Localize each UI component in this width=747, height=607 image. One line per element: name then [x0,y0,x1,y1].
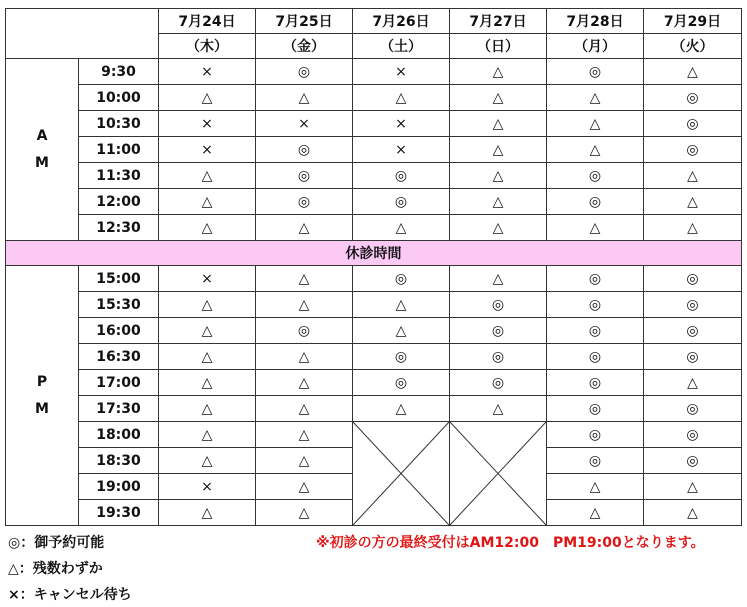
availability-cell: ◎ [644,266,742,292]
availability-cell: △ [450,266,547,292]
availability-cell: × [159,59,256,85]
time-label: 16:00 [79,318,159,344]
availability-cell: ◎ [644,344,742,370]
availability-cell: ◎ [353,266,450,292]
time-slot-row [6,292,742,318]
availability-cell: △ [353,292,450,318]
availability-cell: ◎ [547,59,644,85]
availability-cell: △ [159,448,256,474]
availability-cell: ◎ [353,344,450,370]
closed-cell [450,422,547,526]
time-label: 11:30 [79,163,159,189]
availability-cell: △ [450,396,547,422]
availability-cell: ◎ [450,292,547,318]
time-slot-row [6,137,742,163]
availability-cell: × [159,474,256,500]
availability-cell: △ [644,189,742,215]
availability-cell: ◎ [256,318,353,344]
availability-cell: △ [159,163,256,189]
time-label: 19:00 [79,474,159,500]
availability-cell: △ [159,318,256,344]
time-slot-row [6,266,742,292]
availability-cell: △ [644,163,742,189]
availability-cell: △ [644,500,742,526]
availability-cell: △ [644,370,742,396]
availability-cell: ◎ [353,370,450,396]
availability-cell: ◎ [353,189,450,215]
time-slot-row [6,163,742,189]
availability-cell: △ [547,500,644,526]
time-slot-row [6,370,742,396]
availability-cell: △ [450,85,547,111]
time-label: 15:30 [79,292,159,318]
availability-cell: △ [256,85,353,111]
availability-cell: ◎ [256,137,353,163]
availability-cell: × [353,137,450,163]
time-slot-row [6,59,742,85]
time-label: 18:00 [79,422,159,448]
availability-cell: △ [353,215,450,241]
time-label: 9:30 [79,59,159,85]
availability-cell: ◎ [450,344,547,370]
availability-cell: △ [159,292,256,318]
availability-cell: ◎ [256,59,353,85]
availability-cell: ◎ [644,292,742,318]
time-slot-row [6,422,742,448]
time-slot-row [6,344,742,370]
time-slot-row [6,396,742,422]
availability-cell: △ [353,85,450,111]
am-period-label [6,59,79,241]
date-header: 7月29日 [644,9,742,34]
availability-cell: △ [159,215,256,241]
availability-cell: △ [450,189,547,215]
availability-cell: × [159,266,256,292]
availability-cell: △ [256,474,353,500]
time-label: 10:00 [79,85,159,111]
time-label: 17:00 [79,370,159,396]
legend-available: ◎：御予約可能 [8,535,105,551]
availability-cell: × [353,59,450,85]
availability-cell: △ [256,344,353,370]
time-label: 19:30 [79,500,159,526]
weekday-header: （火） [644,34,742,59]
availability-cell: ◎ [644,318,742,344]
time-label: 11:00 [79,137,159,163]
availability-cell: ◎ [547,448,644,474]
availability-cell: △ [159,344,256,370]
availability-cell: △ [256,422,353,448]
date-header: 7月27日 [450,9,547,34]
availability-cell: ◎ [644,137,742,163]
time-label: 12:30 [79,215,159,241]
availability-cell: △ [644,474,742,500]
first-visit-note: ※初診の方の最終受付はAM12:00 PM19:00となります。 [316,535,705,551]
header-corner [6,9,159,59]
closed-cell [353,422,450,526]
period-label-second: M [35,154,49,171]
availability-cell: △ [159,189,256,215]
appointment-schedule-table [5,8,742,526]
availability-cell: ◎ [547,266,644,292]
date-header: 7月24日 [159,9,256,34]
time-label: 17:30 [79,396,159,422]
availability-cell: △ [450,215,547,241]
availability-cell: △ [256,370,353,396]
weekday-header: （日） [450,34,547,59]
closed-cross-icon [353,422,449,525]
availability-cell: △ [450,163,547,189]
availability-cell: ◎ [547,422,644,448]
availability-cell: △ [159,422,256,448]
availability-cell: ◎ [256,189,353,215]
availability-cell: △ [547,111,644,137]
availability-cell: △ [256,448,353,474]
time-label: 12:00 [79,189,159,215]
availability-cell: ◎ [547,396,644,422]
availability-cell: △ [159,396,256,422]
availability-cell: ◎ [644,111,742,137]
period-label-second: M [35,400,49,417]
availability-cell: ◎ [547,344,644,370]
period-label-first: A [36,127,48,144]
availability-cell: × [256,111,353,137]
availability-cell: ◎ [450,318,547,344]
availability-cell: ◎ [644,396,742,422]
availability-cell: × [353,111,450,137]
availability-cell: ◎ [547,318,644,344]
availability-cell: △ [256,292,353,318]
availability-cell: ◎ [450,370,547,396]
availability-cell: △ [547,215,644,241]
availability-cell: ◎ [547,163,644,189]
availability-cell: △ [159,370,256,396]
availability-cell: ◎ [644,85,742,111]
availability-cell: △ [450,137,547,163]
date-header: 7月28日 [547,9,644,34]
time-label: 15:00 [79,266,159,292]
weekday-header: （土） [353,34,450,59]
date-header: 7月25日 [256,9,353,34]
time-label: 16:30 [79,344,159,370]
break-time-row: 休診時間 [6,241,742,266]
availability-cell: △ [159,500,256,526]
time-label: 18:30 [79,448,159,474]
availability-cell: ◎ [547,292,644,318]
availability-cell: △ [644,215,742,241]
period-label-first: P [36,373,48,390]
availability-cell: △ [547,137,644,163]
legend-few-left: △：残数わずか [8,561,103,577]
availability-cell: × [159,111,256,137]
weekday-header: （月） [547,34,644,59]
weekday-header: （金） [256,34,353,59]
availability-cell: △ [256,266,353,292]
availability-cell: △ [256,215,353,241]
legend-waitlist: ×：キャンセル待ち [8,587,132,603]
availability-cell: × [159,137,256,163]
availability-cell: △ [159,85,256,111]
closed-cross-icon [450,422,546,525]
availability-cell: ◎ [644,422,742,448]
availability-cell: △ [547,474,644,500]
date-header: 7月26日 [353,9,450,34]
pm-period-label [6,266,79,526]
time-slot-row [6,318,742,344]
availability-cell: ◎ [547,370,644,396]
time-slot-row [6,85,742,111]
time-slot-row [6,111,742,137]
availability-cell: ◎ [547,189,644,215]
availability-cell: △ [256,500,353,526]
weekday-header: （木） [159,34,256,59]
availability-cell: △ [644,59,742,85]
availability-cell: △ [547,85,644,111]
availability-cell: ◎ [644,448,742,474]
time-slot-row [6,215,742,241]
availability-cell: △ [450,59,547,85]
availability-cell: △ [353,318,450,344]
availability-cell: △ [353,396,450,422]
availability-cell: ◎ [353,163,450,189]
availability-cell: ◎ [256,163,353,189]
availability-cell: △ [450,111,547,137]
time-label: 10:30 [79,111,159,137]
availability-cell: △ [256,396,353,422]
time-slot-row [6,189,742,215]
